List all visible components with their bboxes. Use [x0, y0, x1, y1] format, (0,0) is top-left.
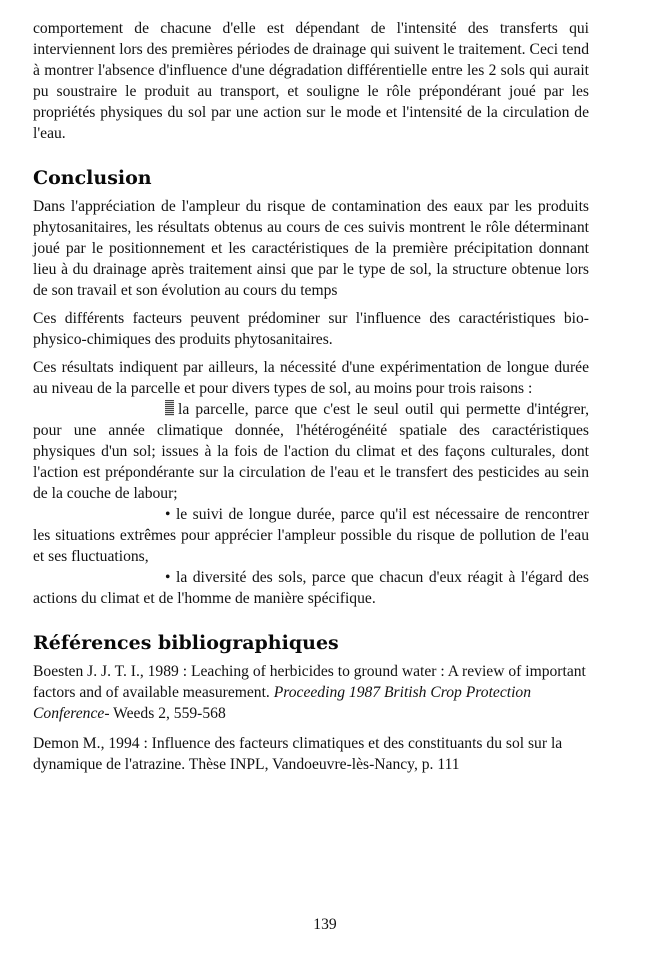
reason-text: le suivi de longue durée, parce qu'il est nécessaire de rencontrer les situations extrêmes pour apprécier l'ampleur possible du risque de pollution de l'eau et ses fluctuations,: [33, 506, 589, 565]
reason-text: la diversité des sols, parce que chacun d'eux réagit à l'égard des actions du climat et de l'homme de manière spécifique.: [33, 569, 589, 607]
conclusion-paragraph: Ces différents facteurs peuvent prédominer sur l'influence des caractéristiques bio-physico-chimiques des produits phytosanitaires.: [33, 310, 589, 348]
reference-entry: [33, 733, 589, 775]
reference-text: Demon M., 1994 : Influence des facteurs climatiques et des constituants du sol sur la dynamique de l'atrazine. Thèse INPL, Vandoeuvre-lès-Nancy, p. 111: [33, 735, 563, 773]
reason-item: [33, 399, 589, 504]
reference-pages: - Weeds 2, 559-568: [104, 705, 226, 722]
reason-item: [33, 567, 589, 609]
page-number: 139: [313, 916, 337, 933]
bullet-icon: •: [165, 569, 171, 586]
bullet-marker-icon: [165, 400, 174, 416]
conclusion-heading: Conclusion: [33, 167, 152, 189]
reference-text: Boesten J. J. T. I., 1989 : Leaching of herbicides to ground water : A review of important factors and of available measurement.: [33, 663, 586, 701]
reference-entry: [33, 661, 589, 724]
bullet-icon: •: [165, 506, 171, 523]
reference-source: Proceeding 1987 British Crop Protection Conference: [33, 684, 532, 722]
conclusion-paragraph: Ces résultats indiquent par ailleurs, la nécessité d'une expérimentation de longue durée au niveau de la parcelle et pour divers types de sol, au moins pour trois raisons :: [33, 359, 589, 397]
reason-text: la parcelle, parce que c'est le seul outil qui permette d'intégrer, pour une année climatique donnée, l'hétérogénéité spatiale des caractéristiques physiques d'un sol; issues à la fois de l'action du climat et des façons culturales, dont l'action est prépondérante sur la circulation de l'eau et le transfert des pesticides au sein de la couche de labour;: [33, 401, 589, 502]
conclusion-paragraph: Dans l'appréciation de l'ampleur du risque de contamination des eaux par les produits phytosanitaires, les résultats obtenus au cours de ces suivis montrent le rôle déterminant joué par le positionnement et les caractéristiques de la première précipitation donnant lieu à du drainage après traitement ainsi que par le type de sol, la structure obtenue lors de son travail et son évolution au cours du temps: [33, 198, 589, 299]
document-page: [33, 18, 589, 784]
reason-item: [33, 504, 589, 567]
references-heading: Références bibliographiques: [33, 632, 339, 654]
intro-paragraph: comportement de chacune d'elle est dépendant de l'intensité des transferts qui interviennent lors des premières périodes de drainage qui suivent le traitement. Ceci tend à montrer l'absence d'influence d'une dégradation différentielle entre les 2 sols qui aurait pu soustraire le produit au transport, et souligne le rôle prépondérant joué par les propriétés physiques du sol par une action sur le mode et l'intensité de la circulation de l'eau.: [33, 20, 589, 142]
